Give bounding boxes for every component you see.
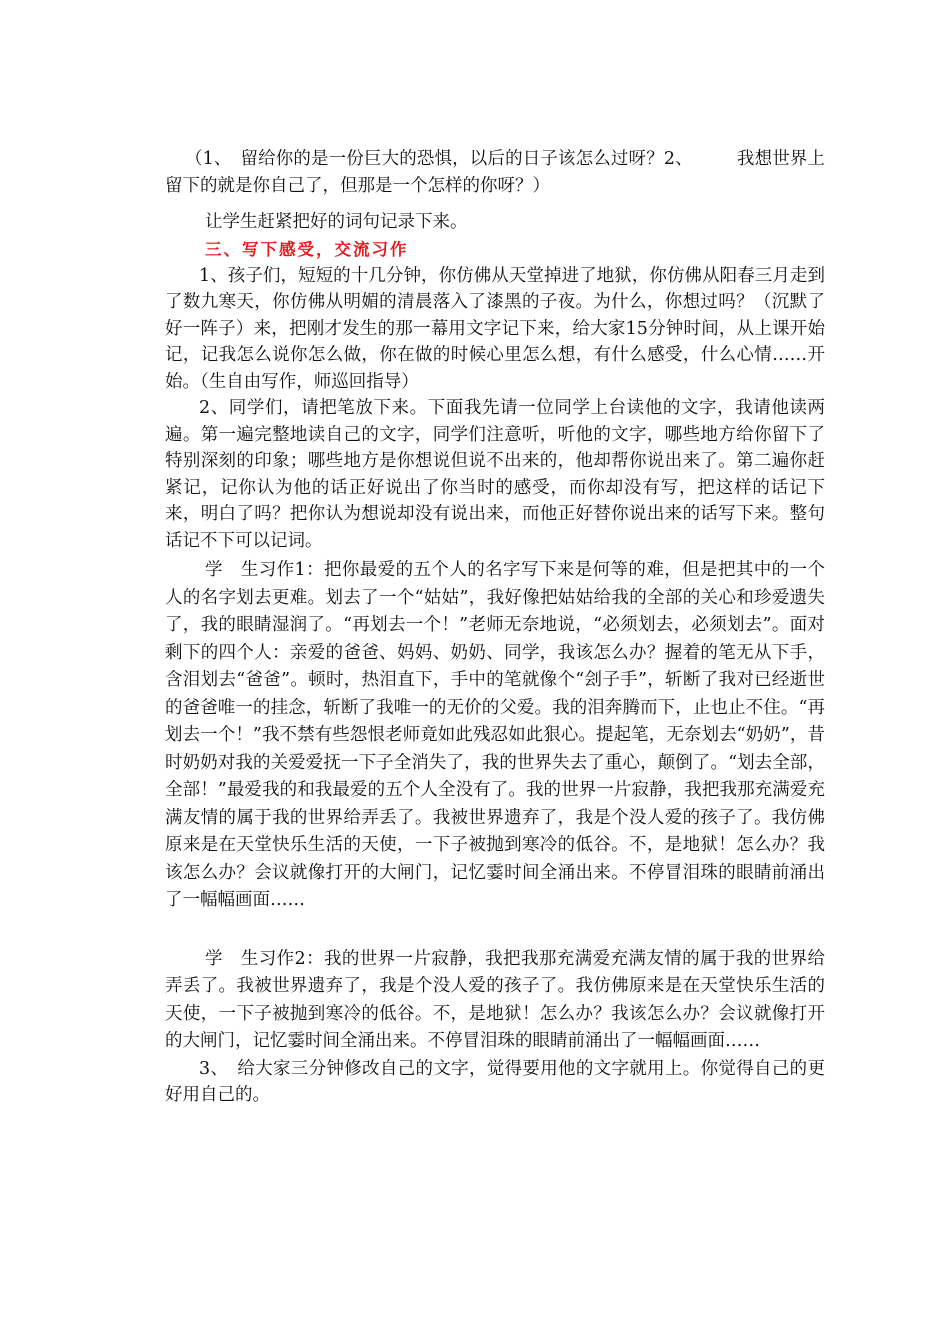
- spacer: [165, 199, 825, 209]
- instruction-paragraph: 让学生赶紧把好的词句记录下来。: [205, 212, 468, 232]
- student-essay-2: 学 生习作2：我的世界一片寂静，我把我那充满爱充满友情的属于我的世界给弄丢了。我被世界遗弃了，我是个没人爱的孩子了。我仿佛原来是在天堂快乐生活的天使，一下子被抛到寒冷的低谷。不，是地狱！怎么办？我该怎么办？会议就像打开的大闸门，记忆霎时间全涌出来。不停冒泪珠的眼睛前涌出了一幅幅画面……: [165, 948, 825, 1051]
- student-essay-1: 学 生习作1：把你最爱的五个人的名字写下来是何等的难，但是把其中的一个人的名字划去更难。划去了一个“姑姑”，我好像把姑姑给我的全部的关心和珍爱遗失了，我的眼睛湿润了。“再划去一个！”老师无奈地说，“必须划去，必须划去”。面对剩下的四个人：亲爱的爸爸、妈妈、奶奶、同学，我该怎么办？握着的笔无从下手，含泪划去“爸爸”。顿时，热泪直下，手中的笔就像个“刽子手”，斩断了我对已经逝世的爸爸唯一的挂念，斩断了我唯一的无价的父爱。我的泪奔腾而下，止也止不住。“再划去一个！”我不禁有些怨恨老师竟如此残忍如此狠心。提起笔，无奈划去“奶奶”，昔时奶奶对我的关爱爱抚一下子全消失了，我的世界失去了重心，颠倒了。“划去全部，全部！”最爱我的和我最爱的五个人全没有了。我的世界一片寂静，我把我那充满爱充满友情的属于我的世界给弄丢了。我被世界遗弃了，我是个没人爱的孩子了。我仿佛原来是在天堂快乐生活的天使，一下子被抛到寒冷的低谷。不，是地狱！怎么办？我该怎么办？会议就像打开的大闸门，记忆霎时间全涌出来。不停冒泪珠的眼睛前涌出了一幅幅画面……: [165, 560, 825, 910]
- section-heading: 三、写下感受，交流习作: [205, 239, 409, 259]
- step-2-paragraph: 2、同学们，请把笔放下来。下面我先请一位同学上台读他的文字，我请他读两遍。第一遍完整地读自己的文字，同学们注意听，听他的文字，哪些地方给你留下了特别深刻的印象；哪些地方是你想说但说不出来的，他却帮你说出来了。第二遍你赶紧记，记你认为他的话正好说出了你当时的感受，而你却没有写，把这样的话记下来，明白了吗？把你认为想说却没有说出来，而他正好替你说出来的话写下来。整句话记不下可以记词。: [165, 398, 825, 551]
- spacer: [165, 915, 825, 943]
- intro-paragraph: （1、 留给你的是一份巨大的恐惧，以后的日子该怎么过呀？2、 我想世界上留下的就是你自己了，但那是一个怎样的你呀？）: [165, 149, 825, 196]
- document-page: [165, 146, 825, 1109]
- step-3-paragraph: 3、 给大家三分钟修改自己的文字，觉得要用他的文字就用上。你觉得自己的更好用自己的。: [165, 1058, 825, 1105]
- step-1-paragraph: 1、孩子们，短短的十几分钟，你仿佛从天堂掉进了地狱，你仿佛从阳春三月走到了数九寒天，你仿佛从明媚的清晨落入了漆黑的子夜。为什么，你想过吗？（沉默了好一阵子）来，把刚才发生的那一幕用文字记下来，给大家15分钟时间，从上课开始记，记我怎么说你怎么做，你在做的时候心里怎么想，有什么感受，什么心情……开始。（生自由写作，师巡回指导）: [165, 265, 825, 392]
